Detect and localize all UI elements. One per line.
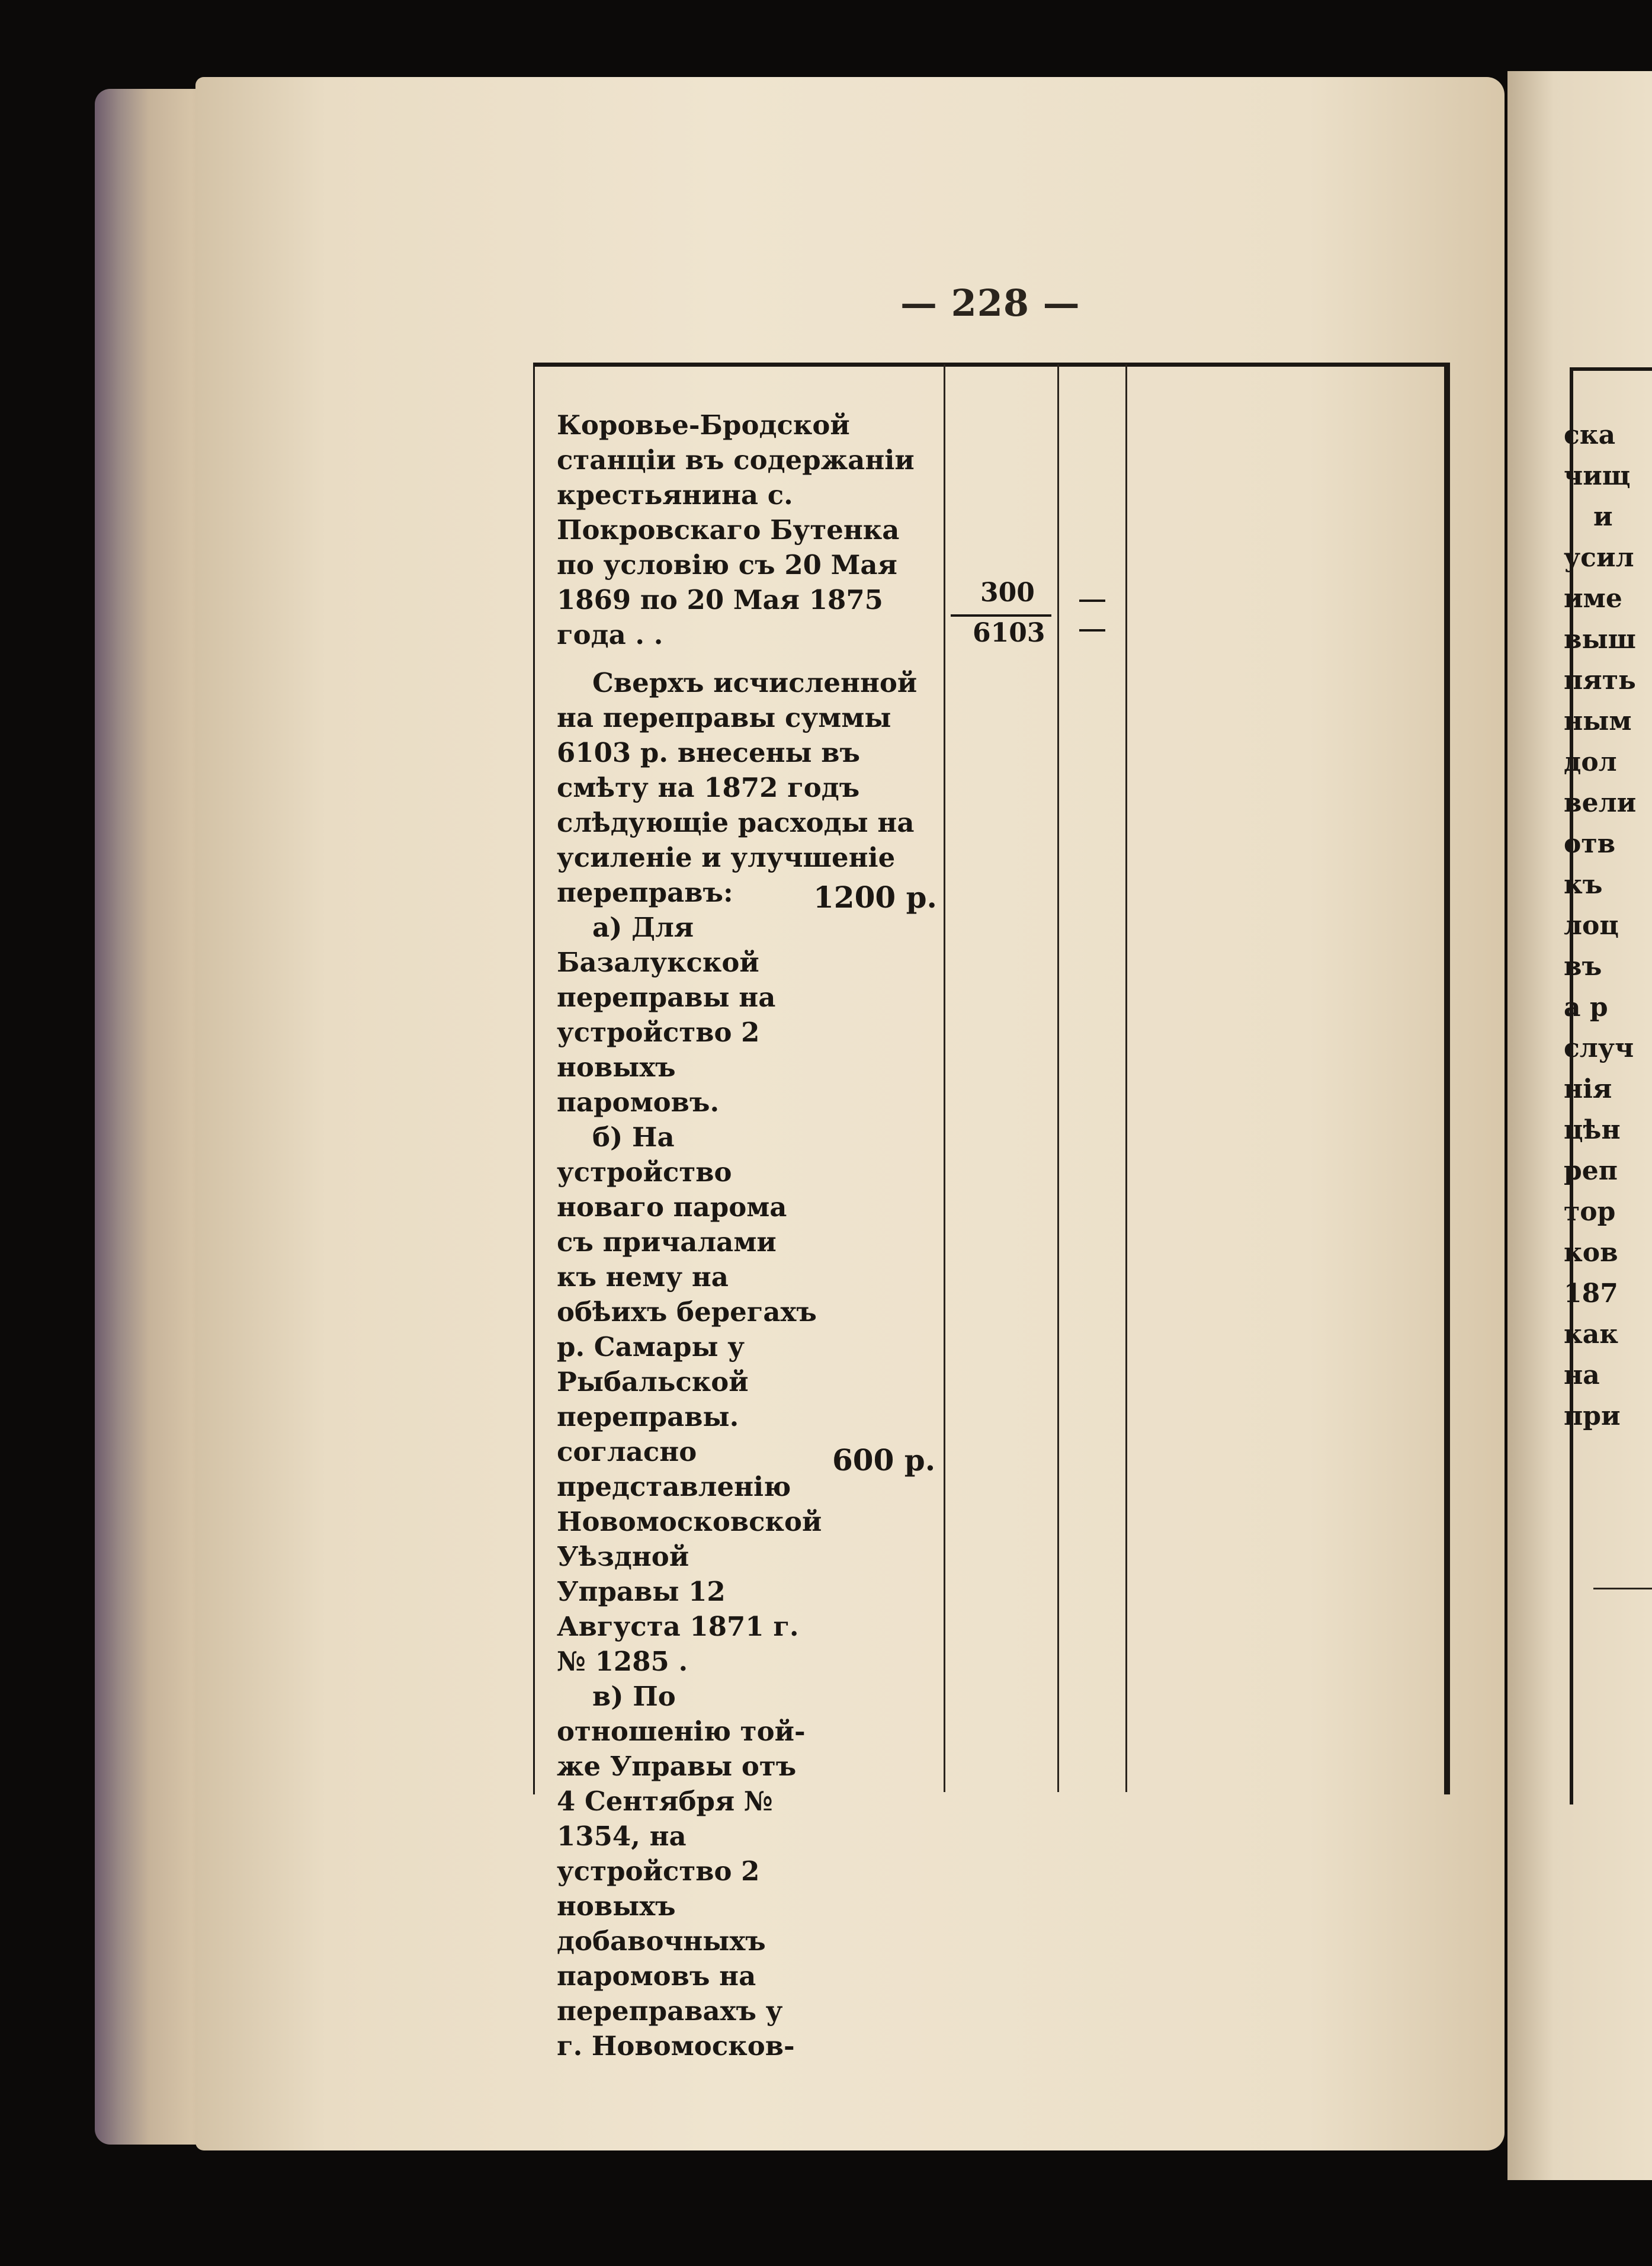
entry-item: б) На устройство новаго парома съ причалами къ нему на обѣихъ берегахъ р. Самары у Рыбальской переправы. согласно представленію Новомосковской Уѣздной Управы 12 Августа 1871 г. № 1285 . xyxy=(557,1121,822,1677)
entry-item: а) Для Базалукской переправы на устройство 2 новыхъ паромовъ. xyxy=(557,912,776,1118)
right-line: усил xyxy=(1564,543,1634,573)
entry-item: в) По отношенію той-же Управы отъ 4 Сентября № 1354, на устройство 2 новыхъ добавочныхъ паромовъ на переправахъ у г. Новомосков- xyxy=(557,1681,806,2062)
right-line: на xyxy=(1564,1360,1600,1390)
column-divider xyxy=(1057,364,1059,1792)
empty-dash xyxy=(1079,600,1105,602)
right-line: дол xyxy=(1564,747,1617,777)
right-line: а р xyxy=(1564,992,1608,1023)
right-line: ным xyxy=(1564,706,1632,736)
right-line: выш xyxy=(1564,624,1636,655)
sum-rule xyxy=(951,614,1051,617)
page-number: — 228 — xyxy=(900,281,1080,325)
item-amount: 1200 р. xyxy=(813,880,937,915)
right-line: при xyxy=(1564,1401,1621,1431)
right-line: въ xyxy=(1564,951,1602,982)
amount-value: 300 xyxy=(980,578,1035,608)
right-line: как xyxy=(1564,1319,1619,1350)
empty-dash xyxy=(1079,629,1105,632)
right-line: нія xyxy=(1564,1074,1612,1104)
column-divider xyxy=(1125,364,1127,1792)
right-line: ков xyxy=(1564,1238,1618,1268)
column-divider xyxy=(944,364,945,1792)
right-rule xyxy=(1593,1588,1652,1589)
right-line: пять xyxy=(1564,665,1636,695)
right-line: и xyxy=(1593,502,1613,532)
right-page-text xyxy=(1564,415,1636,1437)
right-line: цѣн xyxy=(1564,1115,1621,1145)
right-line: лоц xyxy=(1564,911,1619,941)
right-line: случ xyxy=(1564,1033,1634,1063)
right-line: отв xyxy=(1564,829,1616,859)
right-line: вели xyxy=(1564,788,1637,818)
entry-text xyxy=(557,408,930,2063)
right-line: къ xyxy=(1564,870,1603,900)
right-line: тор xyxy=(1564,1197,1616,1227)
right-line: име xyxy=(1564,584,1622,614)
entry-paragraph: Сверхъ исчисленной на переправы суммы 6103 р. внесены въ смѣту на 1872 годъ слѣдующіе расходы на усиленіе и улучшеніе переправъ: xyxy=(557,667,918,908)
right-line: ска xyxy=(1564,420,1616,450)
total-value: 6103 xyxy=(973,618,1045,648)
entry-paragraph: Коровье-Бродской станціи въ содержаніи крестьянина с. Покровскаго Бутенка по условію съ 20 Мая 1869 по 20 Мая 1875 года . . xyxy=(557,409,915,650)
right-line: чищ xyxy=(1564,461,1631,491)
right-line: 187 xyxy=(1564,1278,1618,1309)
right-line: реп xyxy=(1564,1156,1618,1186)
item-amount: 600 р. xyxy=(832,1443,936,1477)
